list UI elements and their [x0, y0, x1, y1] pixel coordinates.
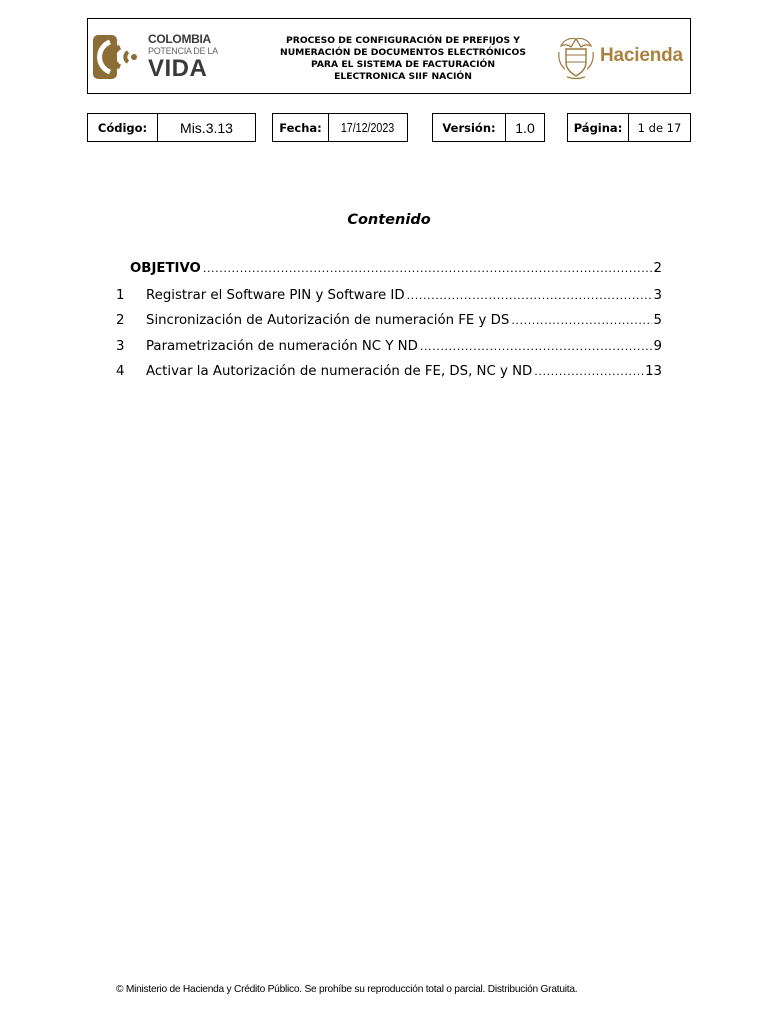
signal-waves-icon [93, 33, 143, 81]
toc-entry-page: 2 [653, 261, 662, 276]
toc-entry-title: Registrar el Software PIN y Software ID [146, 288, 405, 303]
toc-leader-dots [407, 289, 652, 302]
hacienda-logo [554, 36, 688, 80]
toc-entry-number: 2 [116, 313, 125, 328]
toc-leader-dots [420, 340, 652, 353]
toc-entry-1[interactable] [116, 288, 662, 303]
toc-leader-dots [534, 365, 643, 378]
title-line: PROCESO DE CONFIGURACIÓN DE PREFIJOS Y [286, 35, 520, 46]
codigo-label: Código: [87, 113, 158, 142]
copyright-footer: © Ministerio de Hacienda y Crédito Público. Se prohíbe su reproducción total o parcial. Distribución Gratuita. [116, 984, 578, 995]
logo-line-colombia: COLOMBIA [148, 32, 211, 46]
coat-of-arms-icon [557, 36, 595, 80]
title-line: ELECTRONICA SIIF NACIÓN [334, 71, 472, 82]
fecha-value-cell [328, 113, 408, 142]
toc-entry-number: 1 [116, 288, 125, 303]
codigo-value: Mis.3.13 [180, 119, 233, 136]
toc-entry-2[interactable] [116, 313, 662, 328]
toc-entry-title: OBJETIVO [130, 261, 201, 276]
fecha-value: 17/12/2023 [341, 120, 395, 135]
version-label: Versión: [432, 113, 506, 142]
document-title [258, 35, 548, 83]
toc-entry-number: 4 [116, 364, 125, 379]
toc-entry-title: Sincronización de Autorización de numeración FE y DS [146, 313, 510, 328]
toc-entry-page: 9 [653, 339, 662, 354]
pagina-label: Página: [567, 113, 629, 142]
logo-line-potencia: POTENCIA DE LA [148, 46, 218, 56]
title-line: NUMERACIÓN DE DOCUMENTOS ELECTRÓNICOS [280, 47, 526, 58]
toc-entry-4[interactable] [116, 364, 662, 379]
toc-entry-page: 13 [645, 364, 662, 379]
toc-entry-title: Activar la Autorización de numeración de FE, DS, NC y ND [146, 364, 533, 379]
version-value-cell [505, 113, 545, 142]
title-line: PARA EL SISTEMA DE FACTURACIÓN [310, 59, 496, 70]
codigo-value-cell [157, 113, 256, 142]
pagina-value: 1 de 17 [637, 120, 682, 135]
toc-entry-objetivo[interactable] [130, 261, 662, 276]
version-value: 1.0 [515, 119, 535, 136]
toc-heading: Contenido [347, 212, 431, 228]
toc-entry-number: 3 [116, 339, 125, 354]
pagina-value-cell [628, 113, 691, 142]
colombia-potencia-de-la-vida-logo [93, 31, 228, 83]
toc-leader-dots [203, 262, 652, 275]
toc-entry-page: 3 [653, 288, 662, 303]
fecha-label: Fecha: [272, 113, 329, 142]
document-header [87, 18, 691, 94]
toc-entry-title: Parametrización de numeración NC Y ND [146, 339, 418, 354]
toc-entry-3[interactable] [116, 339, 662, 354]
logo-line-vida: VIDA [148, 55, 208, 82]
toc-leader-dots [511, 314, 651, 327]
toc-entry-page: 5 [653, 313, 662, 328]
hacienda-wordmark: Hacienda [600, 45, 683, 66]
